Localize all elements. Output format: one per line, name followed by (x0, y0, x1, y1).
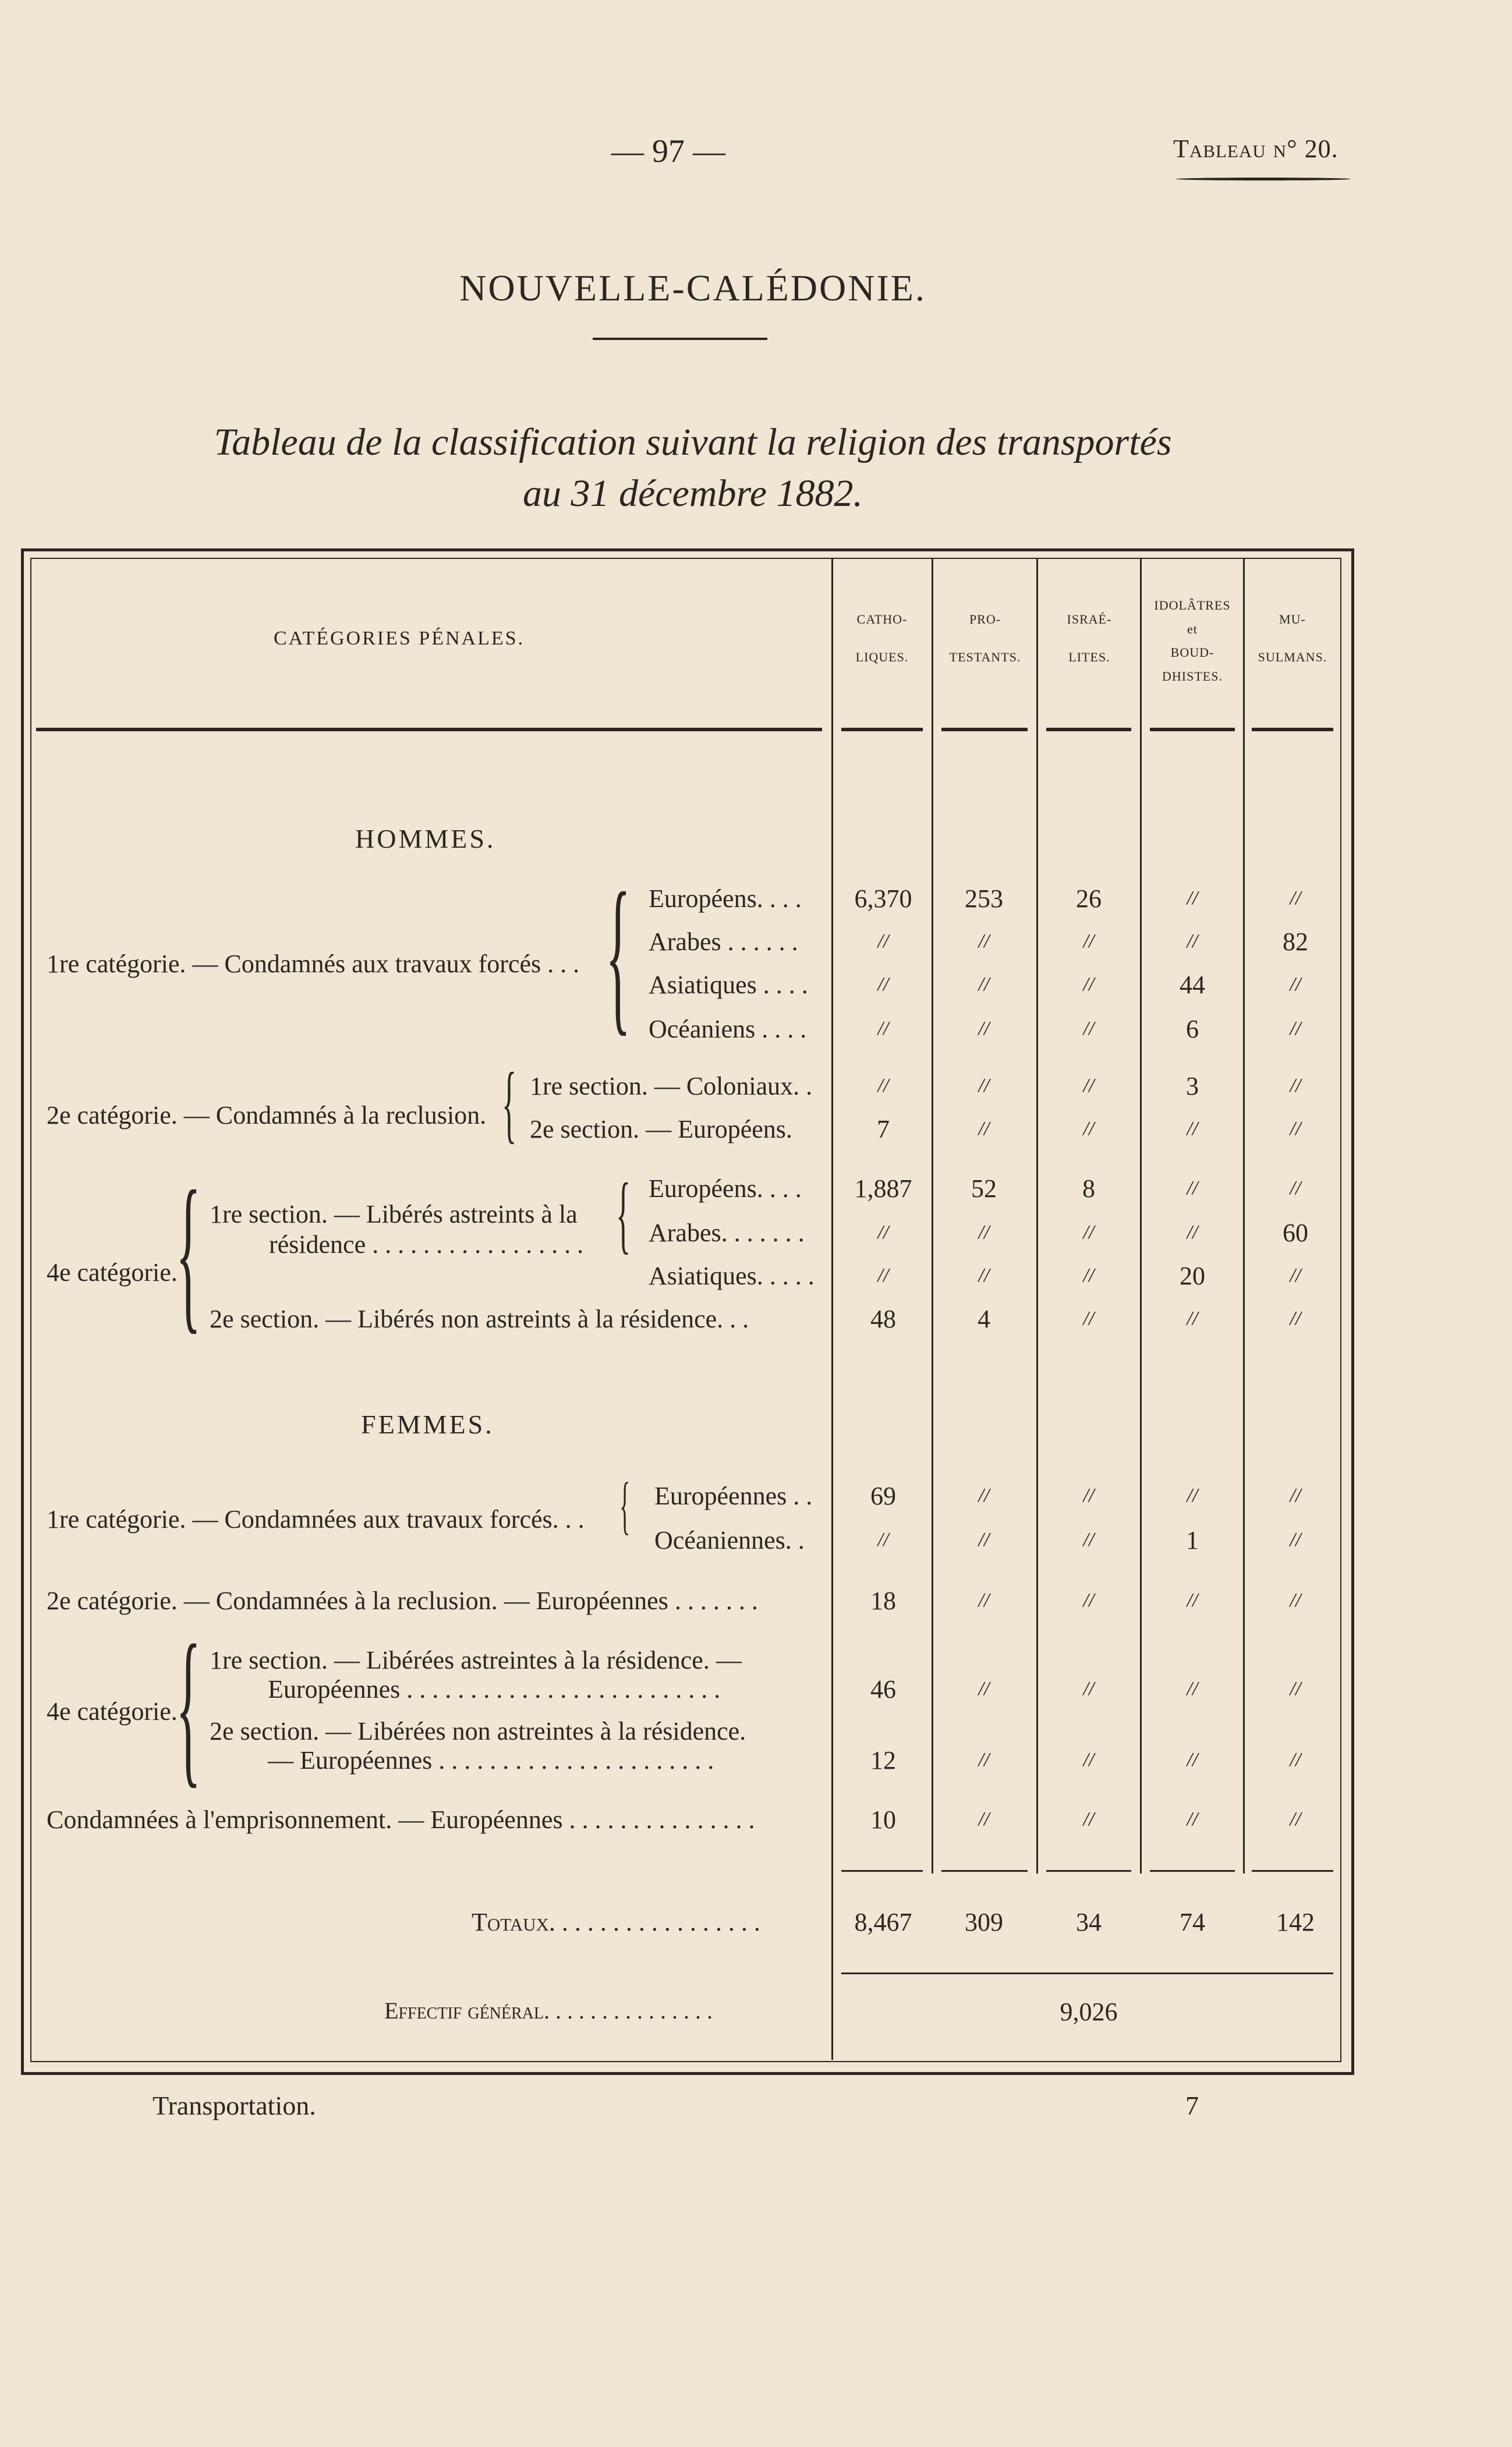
tableau-underline (1176, 178, 1351, 180)
col-divider (1243, 558, 1245, 1874)
value-cell: 6 (1186, 1015, 1199, 1043)
value-cell: // (978, 1075, 990, 1096)
value-cell: // (1290, 1075, 1301, 1096)
total-rule (1046, 1870, 1131, 1872)
femmes-cat4-sec2-line1: 2e section. — Libérées non astreintes à la résidence. (210, 1717, 746, 1745)
value-cell: // (978, 930, 990, 952)
value-cell: 12 (870, 1746, 896, 1775)
value-cell: // (877, 1221, 889, 1243)
value-cell: // (1290, 1118, 1301, 1139)
value-cell: // (877, 930, 889, 952)
hommes-cat4-sec1-line1: 1re section. — Libérés astreints à la (210, 1200, 578, 1228)
value-cell: 4 (978, 1305, 990, 1333)
row-label: 1re section. — Coloniaux. . (530, 1072, 813, 1100)
brace: { (605, 857, 631, 1050)
value-cell: // (877, 1265, 889, 1286)
value-cell: // (978, 1221, 990, 1243)
value-cell: // (1083, 930, 1095, 952)
value-cell: 8,467 (854, 1908, 912, 1936)
subtitle-line2: au 31 décembre 1882. (522, 472, 863, 515)
value-cell: // (1083, 973, 1095, 995)
value-cell: // (1290, 1018, 1301, 1039)
femmes-cat4-sec1-line2: Européennes . . . . . . . . . . . . . . . . . . . . . . . . . (268, 1675, 721, 1704)
effectif-rule (841, 1973, 1333, 1974)
brace: { (502, 1055, 517, 1152)
value-cell: 44 (1180, 971, 1205, 999)
value-cell: // (1187, 1749, 1198, 1770)
value-cell: // (1187, 930, 1198, 952)
value-cell: // (877, 1529, 889, 1550)
total-rule (1252, 1870, 1333, 1872)
value-cell: // (1083, 1265, 1095, 1286)
value-cell: // (1187, 1177, 1198, 1199)
brace: { (176, 1609, 201, 1803)
row-label: Européennes . . (654, 1482, 813, 1510)
footer-left: Transportation. (153, 2091, 316, 2120)
value-cell: // (1187, 1118, 1198, 1139)
value-cell: // (1290, 1308, 1301, 1329)
brace: { (176, 1155, 201, 1348)
value-cell: // (1187, 1308, 1198, 1329)
value-cell: 26 (1076, 884, 1102, 913)
value-cell: 46 (870, 1675, 896, 1704)
value-cell: // (1290, 1529, 1301, 1550)
value-cell: 253 (965, 884, 1003, 913)
col-divider (1140, 558, 1142, 1874)
col-header-categories: CATÉGORIES PÉNALES. (274, 628, 525, 649)
value-cell: // (1083, 1221, 1095, 1243)
header-rule (1046, 728, 1131, 731)
row-label: Asiatiques. . . . . (649, 1262, 815, 1290)
row-label: Arabes. . . . . . . (649, 1219, 805, 1247)
value-cell: // (978, 973, 990, 995)
value-cell: 8 (1082, 1174, 1095, 1203)
value-cell: // (1290, 1589, 1301, 1611)
tableau-label: Tableau n° 20. (1173, 134, 1339, 163)
value-cell: // (978, 1678, 990, 1699)
title-rule (593, 338, 767, 340)
header-rule (1150, 728, 1235, 731)
row-label: Océaniennes. . (654, 1526, 805, 1554)
row-label: Océaniens . . . . (649, 1015, 807, 1043)
value-cell: 34 (1076, 1908, 1102, 1936)
value-cell: // (1290, 1749, 1301, 1770)
value-cell: 7 (877, 1115, 890, 1143)
value-cell: 10 (870, 1805, 896, 1834)
value-cell: 60 (1283, 1219, 1308, 1247)
value-cell: 1,887 (854, 1174, 912, 1203)
section-hommes: HOMMES. (355, 824, 496, 854)
value-cell: // (1083, 1485, 1095, 1506)
value-cell: // (1083, 1018, 1095, 1039)
value-cell: // (1290, 1485, 1301, 1506)
hommes-cat1-label: 1re catégorie. — Condamnés aux travaux forcés . . . (47, 950, 580, 978)
value-cell: // (1290, 1265, 1301, 1286)
value-cell: 74 (1180, 1908, 1205, 1936)
effectif-label: Effectif général. . . . . . . . . . . . . . . (384, 1998, 713, 2024)
femmes-cat4-label: 4e catégorie. (47, 1697, 178, 1726)
value-cell: // (1290, 887, 1301, 909)
header-rule (1252, 728, 1333, 731)
value-cell: // (1290, 1678, 1301, 1699)
row-label: Arabes . . . . . . (649, 927, 798, 956)
value-cell: // (978, 1265, 990, 1286)
value-cell: 18 (870, 1587, 896, 1615)
row-label: Européens. . . . (649, 884, 802, 913)
value-cell: // (1083, 1749, 1095, 1770)
value-cell: // (1083, 1808, 1095, 1830)
hommes-cat4-sec2-label: 2e section. — Libérés non astreints à la résidence. . . (210, 1305, 749, 1333)
value-cell: // (1290, 973, 1301, 995)
value-cell: 69 (870, 1482, 896, 1510)
header-rule (941, 728, 1028, 731)
col-divider (1036, 558, 1038, 1874)
brace: { (619, 1469, 631, 1541)
total-rule (841, 1870, 923, 1872)
value-cell: // (877, 973, 889, 995)
col-divider (831, 558, 833, 2060)
femmes-cat4-sec2-line2: — Européennes . . . . . . . . . . . . . . . . . . . . . . (268, 1746, 714, 1775)
value-cell: // (1083, 1589, 1095, 1611)
hommes-cat4-sec1-line2: résidence . . . . . . . . . . . . . . . . . (269, 1230, 584, 1259)
value-cell: // (1187, 1589, 1198, 1611)
page-title: NOUVELLE-CALÉDONIE. (459, 267, 926, 309)
femmes-emprisonnement-label: Condamnées à l'emprisonnement. — Européennes . . . . . . . . . . . . . . . (47, 1805, 755, 1834)
value-cell: 20 (1180, 1262, 1205, 1290)
value-cell: // (978, 1589, 990, 1611)
subtitle-line1: Tableau de la classification suivant la religion des transportés (214, 421, 1172, 463)
value-cell: // (1187, 1485, 1198, 1506)
value-cell: // (978, 1018, 990, 1039)
row-label: Européens. . . . (649, 1174, 802, 1203)
value-cell: // (978, 1118, 990, 1139)
effectif-value: 9,026 (1060, 1998, 1118, 2026)
value-cell: // (1083, 1529, 1095, 1550)
femmes-cat4-sec1-line1: 1re section. — Libérées astreintes à la résidence. — (210, 1646, 742, 1674)
value-cell: 3 (1186, 1072, 1199, 1100)
value-cell: // (1083, 1118, 1095, 1139)
row-label: 2e section. — Européens. (530, 1115, 792, 1143)
value-cell: // (1290, 1808, 1301, 1830)
value-cell: // (1187, 887, 1198, 909)
section-femmes: FEMMES. (361, 1410, 494, 1439)
value-cell: // (1187, 1678, 1198, 1699)
value-cell: 48 (870, 1305, 896, 1333)
value-cell: // (978, 1485, 990, 1506)
value-cell: // (1083, 1678, 1095, 1699)
totaux-label: Totaux. . . . . . . . . . . . . . . . . (472, 1908, 760, 1936)
value-cell: 1 (1186, 1526, 1199, 1554)
page-number: — 97 — (611, 133, 725, 169)
femmes-cat2-label: 2e catégorie. — Condamnées à la reclusion. — Européennes . . . . . . . (47, 1587, 758, 1615)
header-rule (841, 728, 923, 731)
value-cell: // (1187, 1221, 1198, 1243)
header-rule (36, 728, 822, 731)
brace: { (616, 1166, 631, 1262)
col-header-idolatres: IDOLÂTRES et BOUD- DHISTES. (1154, 598, 1231, 684)
hommes-cat4-label: 4e catégorie. (47, 1258, 178, 1287)
col-header-musulmans: MU- SULMANS. (1258, 612, 1327, 664)
value-cell: // (978, 1808, 990, 1830)
col-header-catholiques: CATHO- LIQUES. (855, 612, 909, 664)
row-label: Asiatiques . . . . (649, 971, 808, 999)
value-cell: 309 (965, 1908, 1003, 1936)
value-cell: // (1083, 1075, 1095, 1096)
total-rule (1150, 1870, 1235, 1872)
col-header-protestants: PRO- TESTANTS. (949, 612, 1021, 664)
value-cell: 52 (971, 1174, 997, 1203)
total-rule (941, 1870, 1028, 1872)
value-cell: // (877, 1018, 889, 1039)
value-cell: 6,370 (854, 884, 912, 913)
col-header-israelites: ISRAÉ- LITES. (1067, 612, 1112, 664)
value-cell: // (978, 1529, 990, 1550)
hommes-cat2-label: 2e catégorie. — Condamnés à la reclusion. (47, 1101, 487, 1129)
value-cell: // (1083, 1308, 1095, 1329)
value-cell: // (978, 1749, 990, 1770)
value-cell: 142 (1276, 1908, 1315, 1936)
value-cell: 82 (1283, 927, 1308, 956)
value-cell: // (877, 1075, 889, 1096)
value-cell: // (1290, 1177, 1301, 1199)
value-cell: // (1187, 1808, 1198, 1830)
femmes-cat1-label: 1re catégorie. — Condamnées aux travaux forcés. . . (47, 1505, 585, 1534)
footer-right: 7 (1185, 2091, 1199, 2120)
